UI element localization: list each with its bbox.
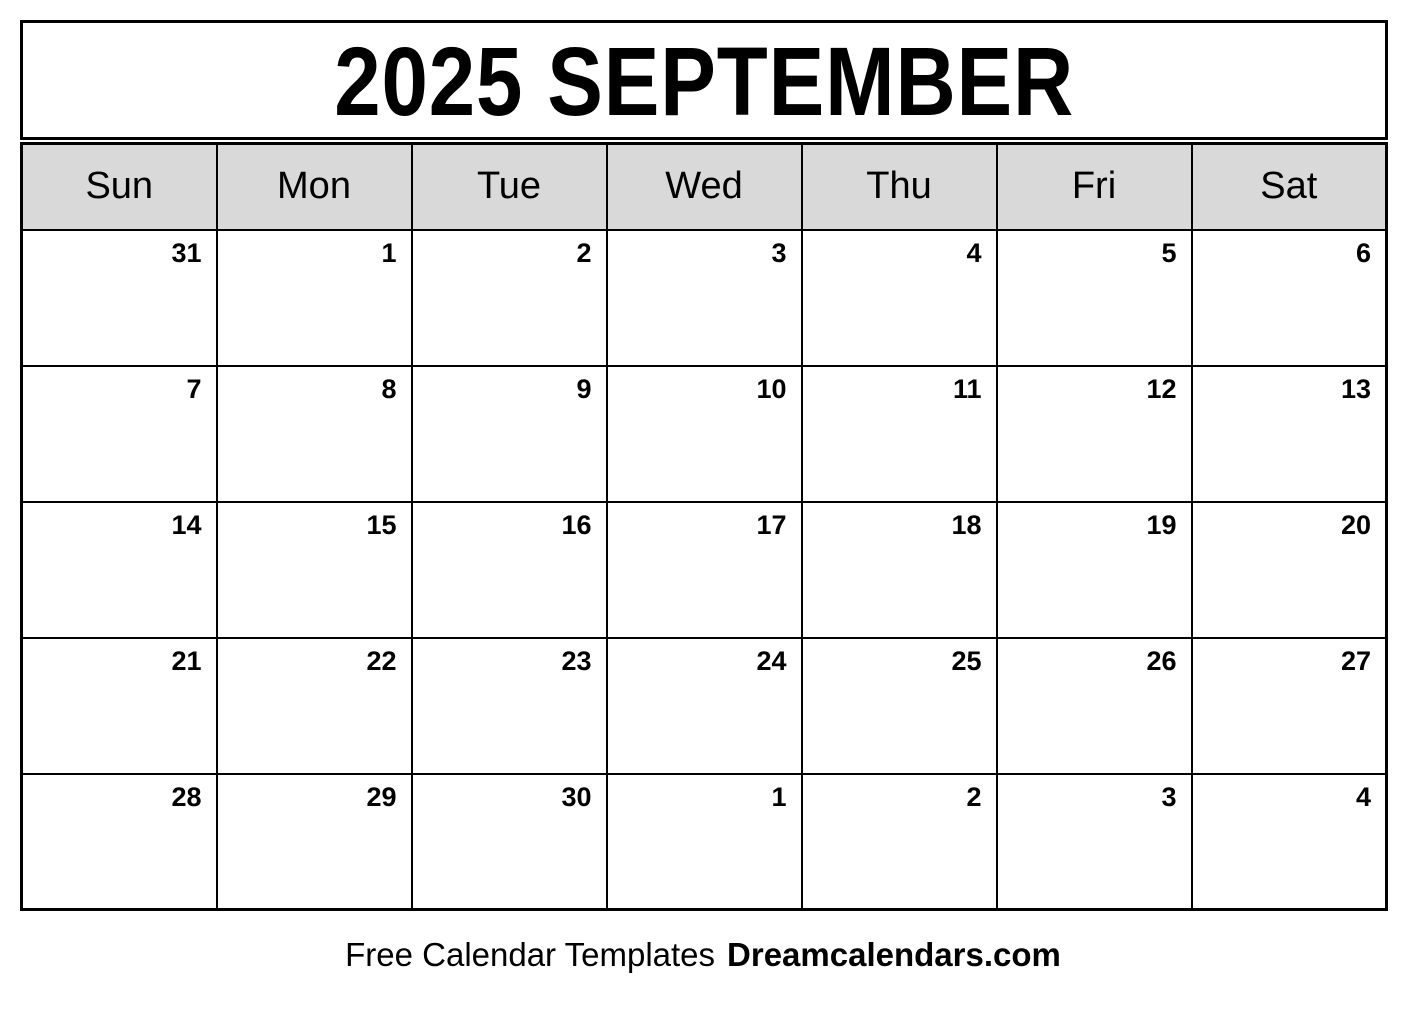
calendar-cell: 18 [802, 502, 997, 638]
calendar-cell: 17 [607, 502, 802, 638]
calendar-cell: 15 [217, 502, 412, 638]
calendar-cell: 1 [607, 774, 802, 910]
day-header-sun: Sun [22, 144, 217, 230]
calendar-cell: 29 [217, 774, 412, 910]
calendar-cell: 4 [1192, 774, 1387, 910]
calendar-cell: 6 [1192, 230, 1387, 366]
calendar-cell: 16 [412, 502, 607, 638]
week-row [22, 502, 1387, 638]
day-header-tue: Tue [412, 144, 607, 230]
day-header-thu: Thu [802, 144, 997, 230]
calendar-grid [20, 142, 1388, 911]
footer-brand: Dreamcalendars.com [727, 936, 1061, 973]
calendar-cell: 27 [1192, 638, 1387, 774]
week-row [22, 230, 1387, 366]
calendar-cell: 2 [412, 230, 607, 366]
calendar-cell: 12 [997, 366, 1192, 502]
calendar-cell: 1 [217, 230, 412, 366]
calendar-cell: 28 [22, 774, 217, 910]
calendar-cell: 3 [607, 230, 802, 366]
week-row [22, 774, 1387, 910]
day-header-sat: Sat [1192, 144, 1387, 230]
calendar-cell: 20 [1192, 502, 1387, 638]
footer [0, 936, 1406, 974]
calendar-cell: 22 [217, 638, 412, 774]
calendar-cell: 8 [217, 366, 412, 502]
calendar-cell: 30 [412, 774, 607, 910]
week-row [22, 366, 1387, 502]
day-header-row [22, 144, 1387, 230]
calendar-cell: 13 [1192, 366, 1387, 502]
day-header-wed: Wed [607, 144, 802, 230]
calendar-cell: 7 [22, 366, 217, 502]
calendar-cell: 11 [802, 366, 997, 502]
calendar-title: 2025 SEPTEMBER [334, 26, 1074, 136]
calendar-cell: 10 [607, 366, 802, 502]
calendar [20, 20, 1388, 911]
calendar-cell: 9 [412, 366, 607, 502]
calendar-cell: 2 [802, 774, 997, 910]
calendar-cell: 25 [802, 638, 997, 774]
calendar-title-box [20, 20, 1388, 140]
calendar-cell: 24 [607, 638, 802, 774]
footer-text: Free Calendar Templates [345, 936, 716, 973]
day-header-fri: Fri [997, 144, 1192, 230]
calendar-cell: 19 [997, 502, 1192, 638]
week-row [22, 638, 1387, 774]
calendar-cell: 4 [802, 230, 997, 366]
calendar-cell: 14 [22, 502, 217, 638]
calendar-cell: 5 [997, 230, 1192, 366]
calendar-cell: 26 [997, 638, 1192, 774]
calendar-cell: 23 [412, 638, 607, 774]
calendar-cell: 21 [22, 638, 217, 774]
day-header-mon: Mon [217, 144, 412, 230]
calendar-cell: 3 [997, 774, 1192, 910]
calendar-cell: 31 [22, 230, 217, 366]
